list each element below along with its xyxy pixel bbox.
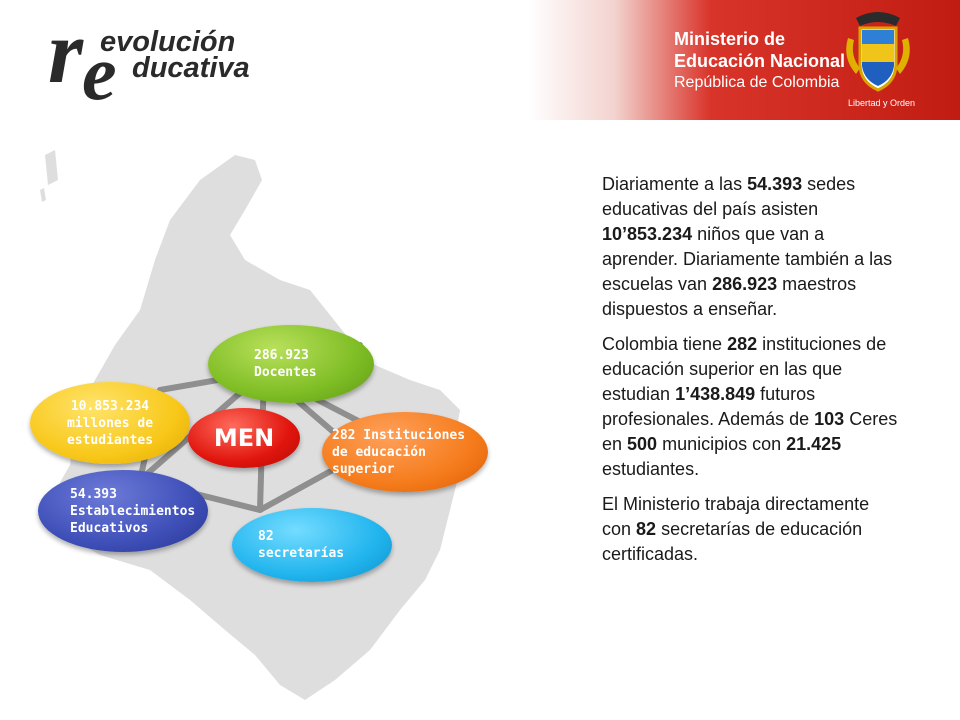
establecimientos-value: 54.393 (70, 486, 117, 502)
p2-text-3: futuros profesionales. Además de (602, 384, 816, 429)
paragraph-educacion-superior (602, 332, 902, 482)
p3-text-2: secretarías de educación certificadas. (602, 519, 863, 564)
p1-text-1: Diariamente a las (602, 174, 748, 194)
p2-bold-3: 103 (814, 409, 845, 429)
instituciones-line-1: 282 Instituciones (332, 427, 466, 443)
p2-text-2: instituciones de educación superior en las que estudian (602, 334, 887, 404)
p1-bold-2: 10’853.234 (602, 224, 693, 244)
docentes-label: Docentes (254, 365, 317, 380)
ministry-line-1: Ministerio de (674, 29, 786, 49)
motto-text: Libertad y Orden (848, 98, 916, 108)
instituciones-line-3: superior (332, 461, 395, 477)
docentes-node (208, 325, 374, 403)
instituciones-line-2: de educación (332, 444, 426, 460)
estudiantes-label-1: millones de (66, 415, 154, 431)
p1-text-3: niños que van a aprender. Diariamente también a las escuelas van (602, 224, 893, 294)
p1-bold-3: 286.923 (712, 274, 778, 294)
p3-bold-1: 82 (636, 519, 657, 539)
p1-bold-1: 54.393 (747, 174, 803, 194)
instituciones-node (322, 412, 488, 492)
ministry-line-3: República de Colombia (674, 74, 840, 91)
logo-word-educativa: ducativa (132, 52, 250, 84)
p2-text-6: estudiantes. (602, 459, 700, 479)
estudiantes-node (30, 382, 190, 464)
p2-text-1: Colombia tiene (602, 334, 728, 354)
p1-text-4: maestros dispuestos a enseñar. (602, 274, 857, 319)
logo-word-revolucion: evolución (100, 26, 236, 58)
men-label: MEN (213, 423, 275, 452)
p2-text-5: municipios con (657, 434, 787, 454)
p2-bold-5: 21.425 (786, 434, 842, 454)
logo-letter-e: e (82, 29, 117, 116)
establecimientos-node (38, 470, 208, 552)
establecimientos-label-2: Educativos (70, 520, 149, 536)
coat-of-arms-icon (842, 8, 914, 96)
secretarias-node (232, 508, 392, 582)
secretarias-value: 82 (258, 529, 274, 544)
p2-bold-1: 282 (727, 334, 758, 354)
p3-text-1: El Ministerio trabaja directamente con (602, 494, 870, 539)
revolucion-educativa-logo (48, 3, 308, 116)
ministry-line-2: Educación Nacional (674, 51, 846, 71)
ministry-title (674, 28, 845, 94)
p2-bold-2: 1’438.849 (675, 384, 756, 404)
p2-text-4: Ceres en (602, 409, 898, 454)
paragraph-secretarias (602, 492, 902, 567)
info-text (602, 172, 902, 577)
p1-text-2: sedes educativas del país asisten (602, 174, 856, 219)
estudiantes-label-2: estudiantes (66, 432, 154, 448)
secretarias-label: secretarías (258, 546, 345, 561)
docentes-value: 286.923 (254, 348, 309, 363)
p2-bold-4: 500 (627, 434, 658, 454)
men-center-node (188, 408, 300, 468)
establecimientos-label-1: Establecimientos (70, 503, 196, 519)
header-banner (0, 0, 960, 120)
logo-letter-r: r (48, 3, 84, 102)
estudiantes-value: 10.853.234 (70, 398, 150, 414)
paragraph-sedes (602, 172, 902, 322)
